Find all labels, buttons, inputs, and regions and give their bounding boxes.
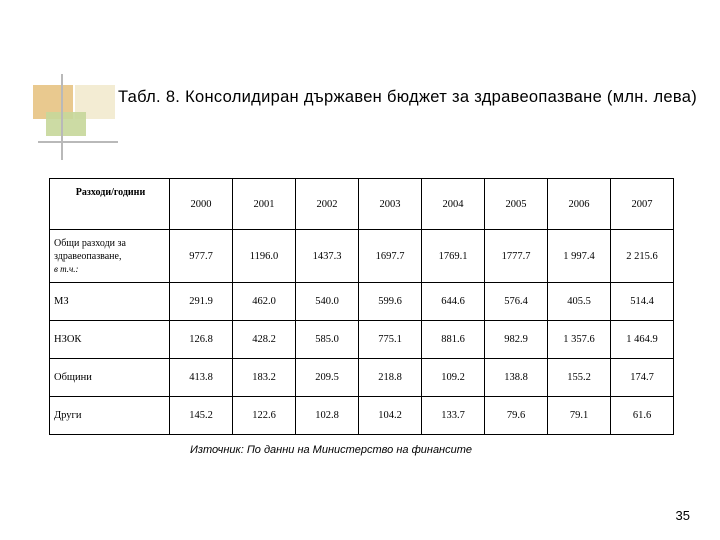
year-cell: 2005 <box>485 179 548 230</box>
table-row-total <box>50 230 674 283</box>
value-cell: 576.4 <box>485 283 548 321</box>
year-cell: 2004 <box>422 179 485 230</box>
total-note: в т.ч.: <box>54 263 79 274</box>
value-cell: 2 215.6 <box>611 230 674 283</box>
source-note: Източник: По данни на Министерство на финансите <box>190 444 473 456</box>
row-label-cell: Общини <box>50 359 170 397</box>
value-cell: 61.6 <box>611 397 674 435</box>
total-label: Общи разходи за здравеопазване, <box>54 237 126 262</box>
value-cell: 133.7 <box>422 397 485 435</box>
decor-horizontal-line <box>38 141 118 143</box>
decor-vertical-line <box>61 74 63 160</box>
value-cell: 1 357.6 <box>548 321 611 359</box>
value-cell: 122.6 <box>233 397 296 435</box>
value-cell: 428.2 <box>233 321 296 359</box>
value-cell: 174.7 <box>611 359 674 397</box>
value-cell: 514.4 <box>611 283 674 321</box>
value-cell: 405.5 <box>548 283 611 321</box>
value-cell: 644.6 <box>422 283 485 321</box>
row-label-cell: НЗОК <box>50 321 170 359</box>
value-cell: 413.8 <box>170 359 233 397</box>
row-label-cell: Други <box>50 397 170 435</box>
table-row <box>50 397 674 435</box>
value-cell: 1 464.9 <box>611 321 674 359</box>
year-cell: 2007 <box>611 179 674 230</box>
value-cell: 126.8 <box>170 321 233 359</box>
year-cell: 2002 <box>296 179 359 230</box>
value-cell: 79.1 <box>548 397 611 435</box>
budget-table-container <box>49 178 673 424</box>
value-cell: 155.2 <box>548 359 611 397</box>
value-cell: 1769.1 <box>422 230 485 283</box>
table-row <box>50 359 674 397</box>
header-label-cell: Разходи/години <box>50 179 170 230</box>
year-cell: 2001 <box>233 179 296 230</box>
value-cell: 1777.7 <box>485 230 548 283</box>
value-cell: 585.0 <box>296 321 359 359</box>
value-cell: 145.2 <box>170 397 233 435</box>
value-cell: 1697.7 <box>359 230 422 283</box>
value-cell: 209.5 <box>296 359 359 397</box>
decor-square-green <box>46 112 86 136</box>
value-cell: 540.0 <box>296 283 359 321</box>
value-cell: 291.9 <box>170 283 233 321</box>
row-label-cell: МЗ <box>50 283 170 321</box>
value-cell: 183.2 <box>233 359 296 397</box>
value-cell: 977.7 <box>170 230 233 283</box>
table-row <box>50 283 674 321</box>
value-cell: 881.6 <box>422 321 485 359</box>
value-cell: 1 997.4 <box>548 230 611 283</box>
value-cell: 1196.0 <box>233 230 296 283</box>
value-cell: 102.8 <box>296 397 359 435</box>
row-label-cell <box>50 230 170 283</box>
slide-title: Табл. 8. Консолидиран държавен бюджет за здравеопазване (млн. лева) <box>118 88 698 106</box>
year-cell: 2000 <box>170 179 233 230</box>
value-cell: 462.0 <box>233 283 296 321</box>
year-cell: 2006 <box>548 179 611 230</box>
value-cell: 79.6 <box>485 397 548 435</box>
table-row <box>50 321 674 359</box>
table-header-row <box>50 179 674 230</box>
page-number: 35 <box>675 508 690 523</box>
value-cell: 104.2 <box>359 397 422 435</box>
value-cell: 138.8 <box>485 359 548 397</box>
value-cell: 775.1 <box>359 321 422 359</box>
value-cell: 1437.3 <box>296 230 359 283</box>
value-cell: 599.6 <box>359 283 422 321</box>
value-cell: 982.9 <box>485 321 548 359</box>
value-cell: 218.8 <box>359 359 422 397</box>
value-cell: 109.2 <box>422 359 485 397</box>
budget-table <box>49 178 674 435</box>
year-cell: 2003 <box>359 179 422 230</box>
